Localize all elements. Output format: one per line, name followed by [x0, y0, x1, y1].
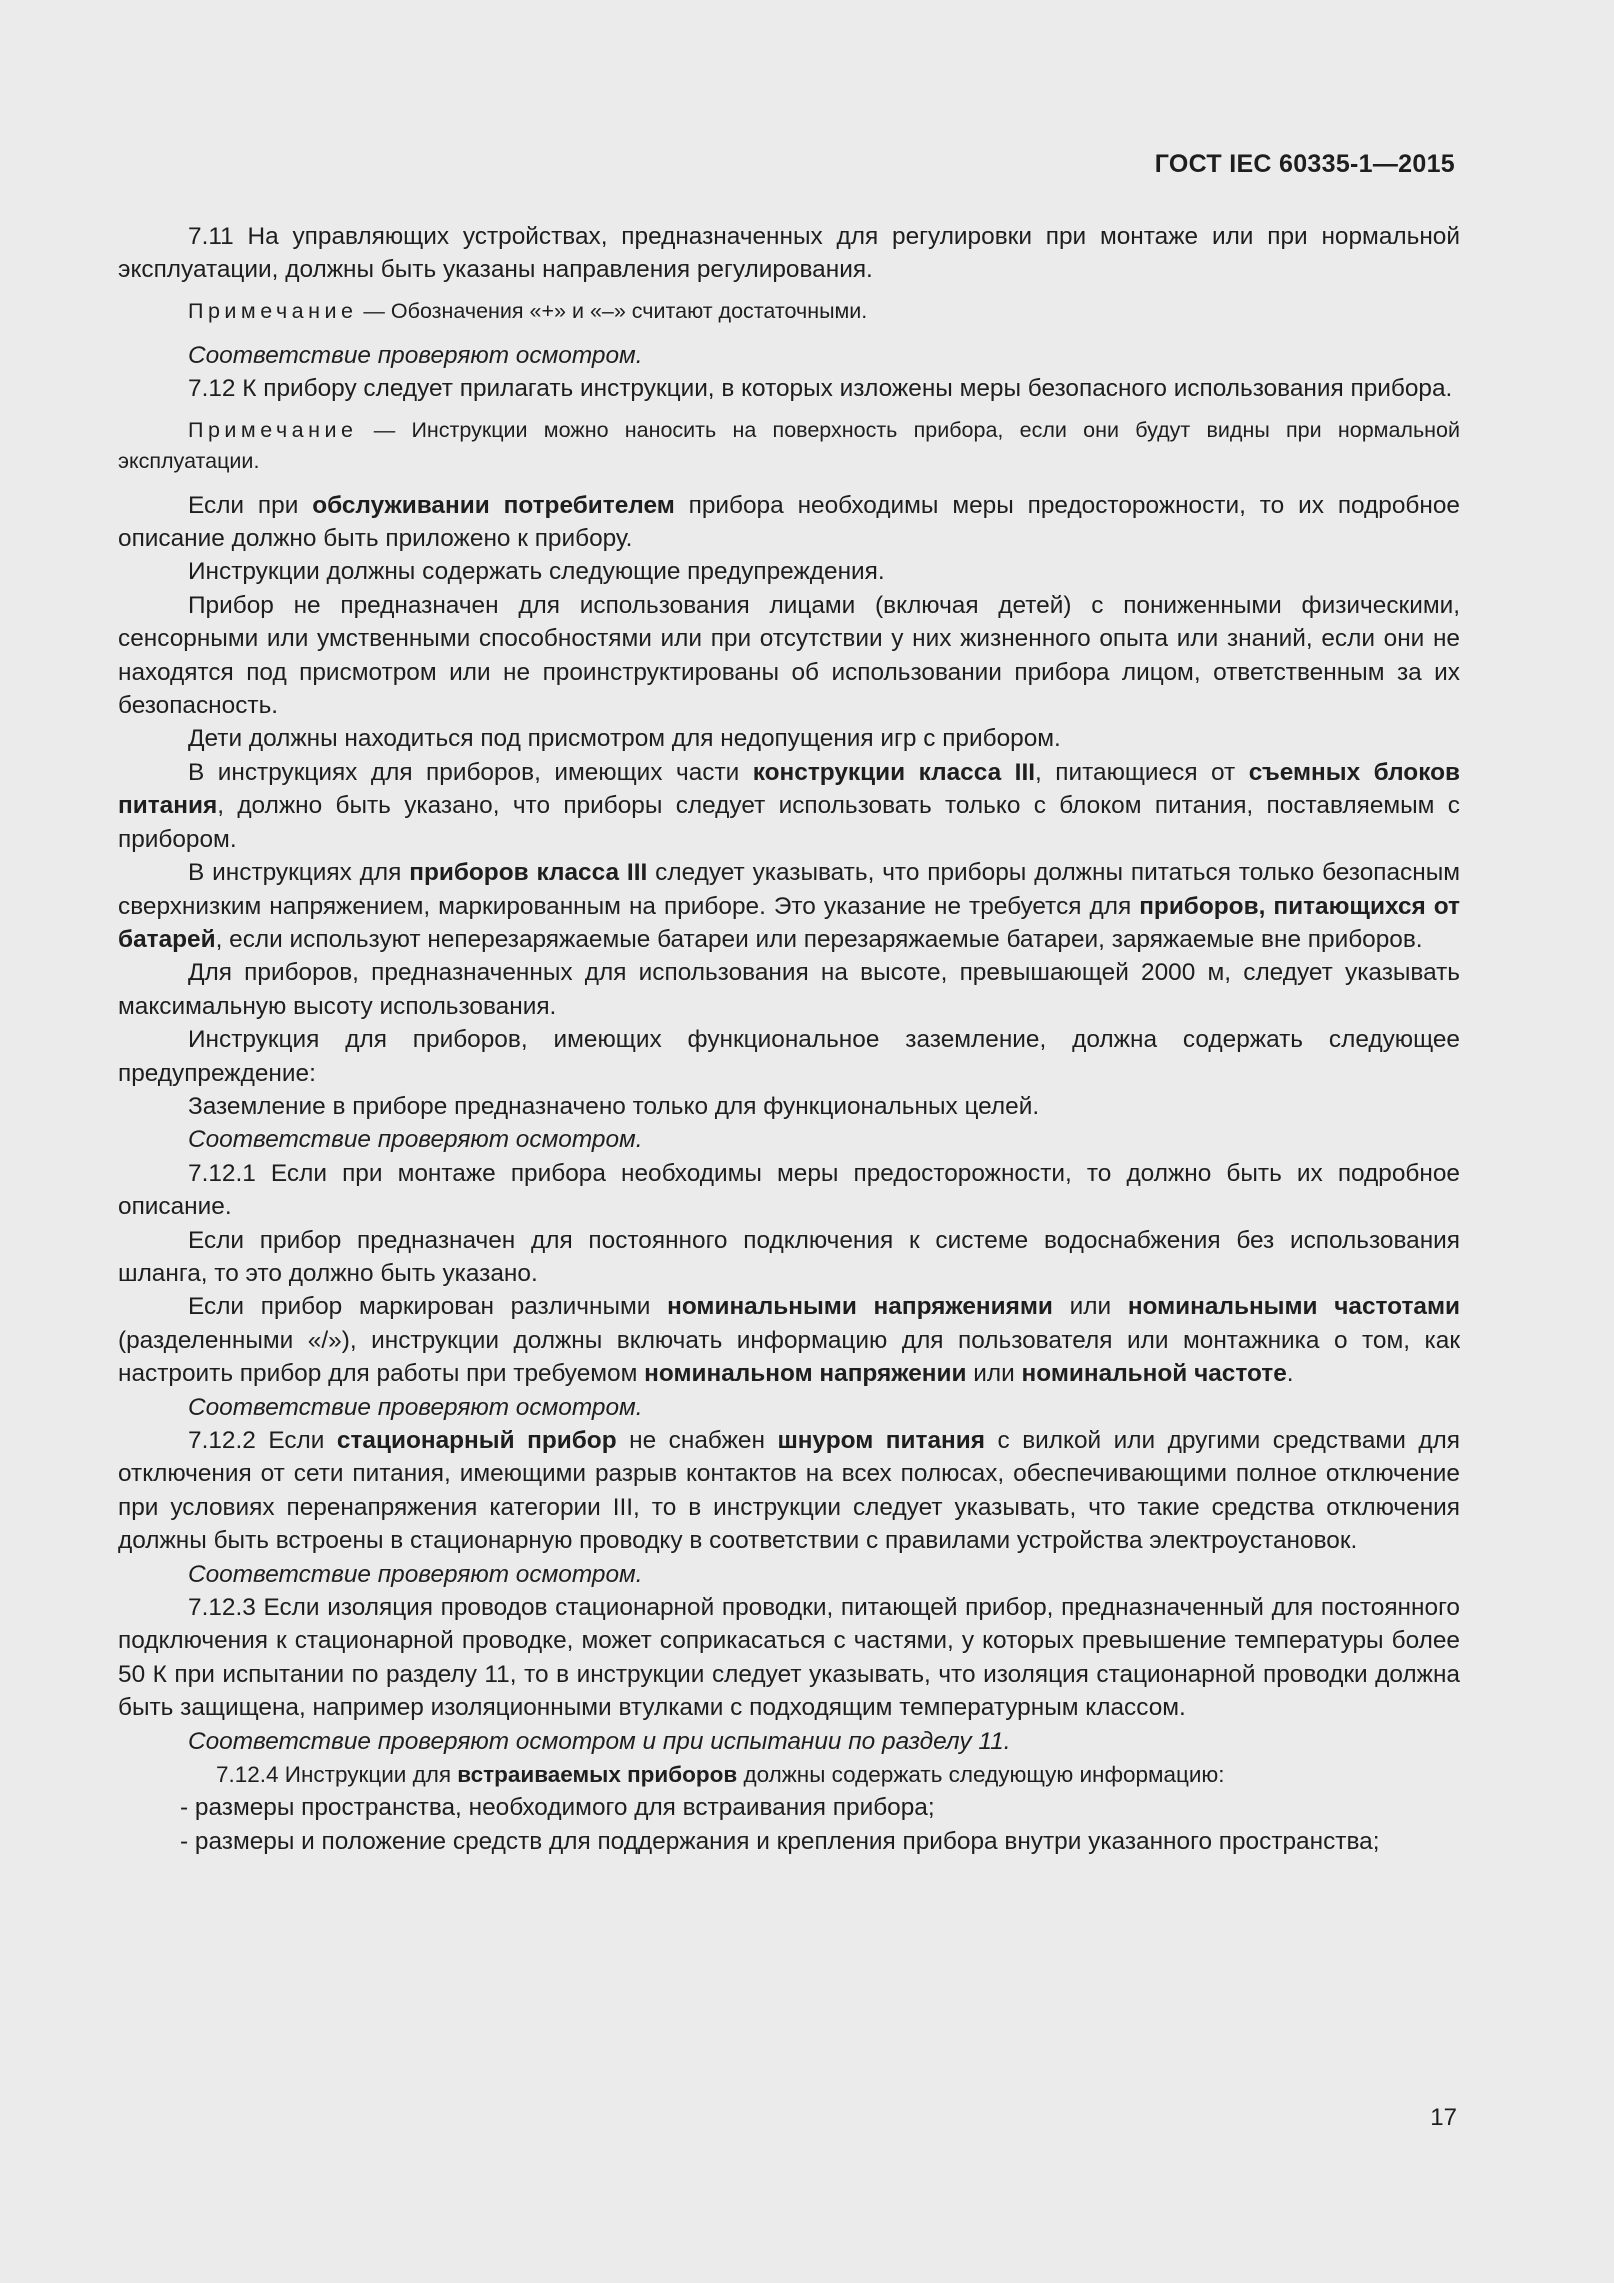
paragraph: Если прибор маркирован различными номинальными напряжениями или номинальными частотами (разделенными «/»), инструкции должны включать информацию для пользователя или монтажника о том, как настроить прибор для работы при требуемом номинальном напряжении или номинальной частоте.: [118, 1293, 1460, 1388]
compliance-check: Соответствие проверяют осмотром.: [188, 1560, 643, 1588]
paragraph-7-12: 7.12 К прибору следует прилагать инструкции, в которых изложены меры безопасного использования прибора.: [188, 375, 1453, 403]
paragraph: Если при обслуживании потребителем прибора необходимы меры предосторожности, то их подробное описание должно быть приложено к прибору.: [118, 491, 1460, 553]
note-label: Примечание: [188, 298, 358, 323]
paragraph: Заземление в приборе предназначено только для функциональных целей.: [188, 1092, 1040, 1120]
paragraph: Если прибор предназначен для постоянного подключения к системе водоснабжения без использования шланга, то это должно быть указано.: [118, 1226, 1460, 1287]
paragraph-7-12-3: 7.12.3 Если изоляция проводов стационарной проводки, питающей прибор, предназначенный для постоянного подключения к стационарной проводке, может соприкасаться с частями, у которых превышение температуры более 50 К при испытании по разделу 11, то в инструкции следует указывать, что изоляция стационарной проводки должна быть защищена, например изоляционными втулками с подходящим температурным классом.: [118, 1594, 1460, 1722]
paragraph: Для приборов, предназначенных для использования на высоте, превышающей 2000 м, следует указывать максимальную высоту использования.: [118, 959, 1460, 1020]
document-header: ГОСТ IEC 60335-1—2015: [1154, 150, 1455, 178]
compliance-check: Соответствие проверяют осмотром.: [188, 1126, 643, 1154]
note-2: Примечание — Инструкции можно наносить на поверхность прибора, если они будут видны при нормальной эксплуатации.: [118, 417, 1460, 473]
paragraph: Прибор не предназначен для использования лицами (включая детей) с пониженными физическими, сенсорными или умственными способностями или при отсутствии у них жизненного опыта или знаний, если они не находятся под присмотром или не проинструктированы об использовании прибора лицом, ответственным за их безопасность.: [118, 591, 1460, 720]
compliance-check: Соответствие проверяют осмотром.: [188, 341, 643, 369]
paragraph: В инструкциях для приборов класса III следует указывать, что приборы должны питаться только безопасным сверхнизким напряжением, маркированным на приборе. Это указание не требуется для приборов, питающихся от батарей, если используют неперезаряжаемые батареи или перезаряжаемые батареи, заряжаемые вне приборов.: [118, 859, 1461, 953]
paragraph-7-12-4: 7.12.4 Инструкции для встраиваемых приборов должны содержать следующую информацию:: [216, 1762, 1225, 1788]
note-1: Примечание — Обозначения «+» и «–» считают достаточными.: [188, 298, 868, 323]
paragraph: Инструкции должны содержать следующие предупреждения.: [188, 558, 885, 586]
paragraph-7-12-1: 7.12.1 Если при монтаже прибора необходимы меры предосторожности, то должно быть их подробное описание.: [118, 1159, 1460, 1221]
list-item: - размеры и положение средств для поддержания и крепления прибора внутри указанного пространства;: [180, 1827, 1380, 1855]
page-number: 17: [1430, 2104, 1457, 2131]
paragraph-7-11: 7.11 На управляющих устройствах, предназначенных для регулировки при монтаже или при нормальной эксплуатации, должны быть указаны направления регулирования.: [118, 223, 1460, 284]
paragraph: Инструкция для приборов, имеющих функциональное заземление, должна содержать следующее предупреждение:: [118, 1026, 1460, 1087]
document-body: [118, 220, 1460, 1858]
paragraph: В инструкциях для приборов, имеющих части конструкции класса III, питающиеся от съемных блоков питания, должно быть указано, что приборы следует использовать только с блоком питания, поставляемым с прибором.: [118, 758, 1460, 853]
compliance-check: Соответствие проверяют осмотром.: [188, 1393, 643, 1421]
paragraph: Дети должны находиться под присмотром для недопущения игр с прибором.: [188, 725, 1061, 753]
note-label: Примечание: [188, 417, 358, 442]
paragraph-7-12-2: 7.12.2 Если стационарный прибор не снабжен шнуром питания с вилкой или другими средствами для отключения от сети питания, имеющими разрыв контактов на всех полюсах, обеспечивающими полное отключение при условиях перенапряжения категории III, то в инструкции следует указывать, что такие средства отключения должны быть встроены в стационарную проводку в соответствии с правилами устройства электроустановок.: [118, 1427, 1460, 1555]
compliance-check: Соответствие проверяют осмотром и при испытании по разделу 11.: [188, 1727, 1011, 1755]
list-item: - размеры пространства, необходимого для встраивания прибора;: [180, 1794, 935, 1822]
